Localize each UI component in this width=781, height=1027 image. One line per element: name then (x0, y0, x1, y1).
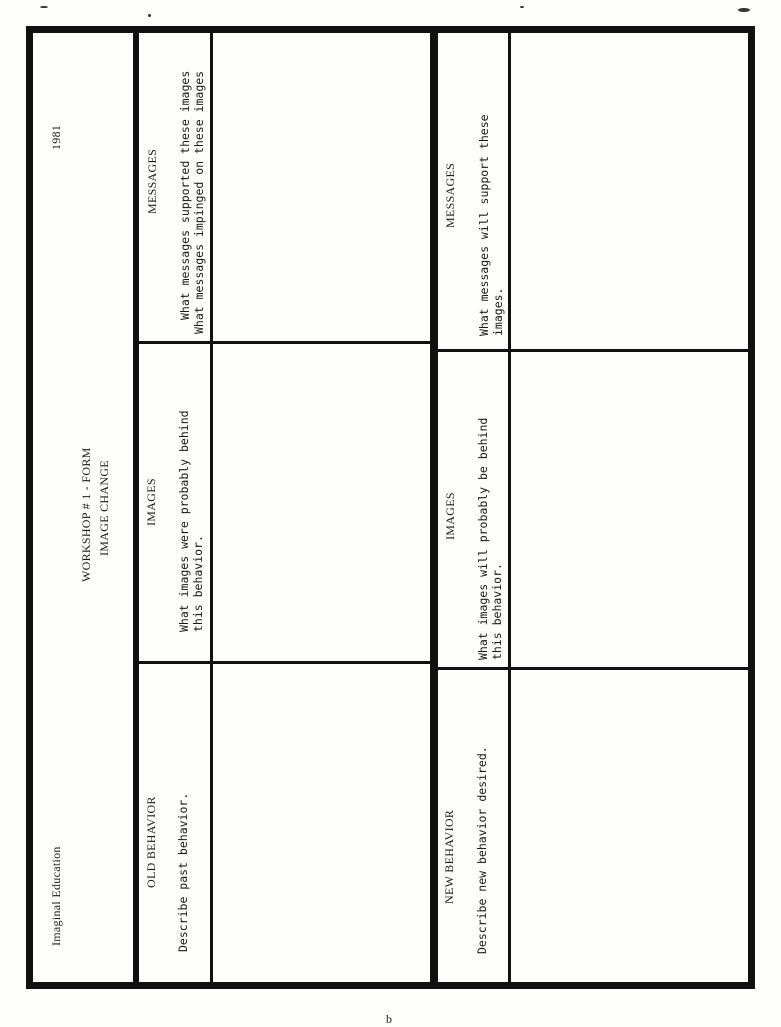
form-frame (26, 26, 755, 989)
divider-new-prompts (508, 33, 511, 982)
old-messages-prompt-1: What messages supported these images (178, 70, 192, 320)
row-divider-new-2 (438, 667, 748, 670)
new-images-prompt-2: this behavior. (490, 563, 504, 660)
form-title: WORKSHOP # 1 - FORM (79, 447, 93, 582)
old-images-prompt-1: What images were probably behind (177, 410, 191, 632)
row-divider-new-1 (438, 349, 748, 352)
new-messages-prompt-2: images. (491, 287, 505, 336)
page-mark: b (386, 1012, 392, 1026)
old-messages-prompt-2: What messages impinged on these images (192, 70, 206, 334)
old-messages-heading: MESSAGES (145, 148, 159, 214)
new-behavior-prompt: Describe new behavior desired. (475, 746, 489, 954)
new-messages-prompt-1: What messages will support these (477, 114, 491, 336)
row-divider-old-2 (139, 661, 430, 664)
new-behavior-heading: NEW BEHAVIOR (442, 809, 456, 904)
new-images-heading: IMAGES (443, 492, 457, 540)
old-images-heading: IMAGES (144, 478, 158, 526)
row-divider-old-1 (139, 341, 430, 344)
form-subtitle: IMAGE CHANGE (97, 460, 111, 556)
old-behavior-prompt: Describe past behavior. (176, 792, 190, 952)
year: 1981 (49, 124, 63, 150)
new-images-prompt-1: What images will probably be behind (476, 417, 490, 660)
program-name: Imaginal Education (49, 846, 63, 946)
divider-header (133, 33, 139, 982)
old-images-prompt-2: this behavior. (191, 535, 205, 632)
divider-old-prompts (210, 33, 213, 982)
divider-section (430, 33, 438, 982)
new-messages-heading: MESSAGES (443, 162, 457, 228)
old-behavior-heading: OLD BEHAVIOR (144, 796, 158, 888)
